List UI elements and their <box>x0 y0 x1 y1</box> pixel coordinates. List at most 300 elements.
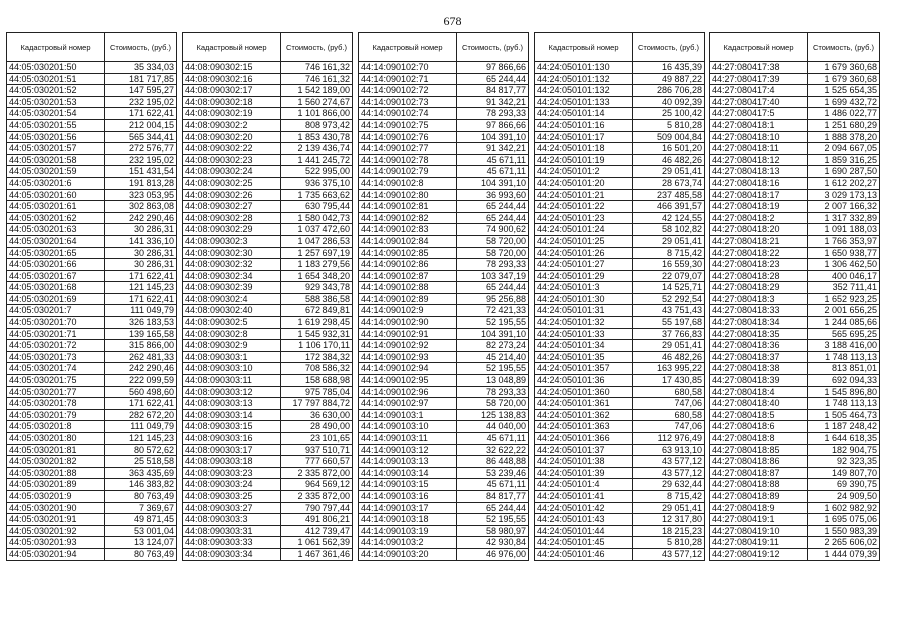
table-row <box>535 166 705 178</box>
table-row <box>359 293 529 305</box>
table-row <box>710 62 880 74</box>
value-cell: 262 481,33 <box>105 351 177 363</box>
table-row <box>7 305 177 317</box>
cadastral-number-cell: 44:14:090102:75 <box>359 119 457 131</box>
cadastral-number-cell: 44:14:090103:10 <box>359 421 457 433</box>
table-row <box>710 305 880 317</box>
table-row <box>7 548 177 560</box>
value-cell: 565 695,25 <box>808 328 880 340</box>
cadastral-number-cell: 44:08:090302:23 <box>183 154 281 166</box>
table-row <box>7 328 177 340</box>
cadastral-number-cell: 44:14:090102:89 <box>359 293 457 305</box>
table-row <box>7 340 177 352</box>
value-cell: 352 711,41 <box>808 282 880 294</box>
table-row <box>535 514 705 526</box>
value-cell: 147 595,27 <box>105 85 177 97</box>
value-cell: 42 930,84 <box>457 537 529 549</box>
value-cell: 315 866,00 <box>105 340 177 352</box>
value-cell: 43 577,12 <box>633 467 705 479</box>
table-row <box>359 305 529 317</box>
value-cell: 53 001,04 <box>105 525 177 537</box>
cadastral-number-cell: 44:05:030201:68 <box>7 282 105 294</box>
cadastral-number-cell: 44:08:090302:2 <box>183 119 281 131</box>
value-cell: 191 813,28 <box>105 177 177 189</box>
cadastral-number-cell: 44:08:090303:17 <box>183 444 281 456</box>
table-row <box>183 189 353 201</box>
value-cell: 40 092,39 <box>633 96 705 108</box>
cadastral-number-cell: 44:08:090303:27 <box>183 502 281 514</box>
table-row <box>183 363 353 375</box>
value-cell: 95 256,88 <box>457 293 529 305</box>
value-cell: 43 577,12 <box>633 456 705 468</box>
cadastral-number-cell: 44:27:080419:11 <box>710 537 808 549</box>
value-cell: 708 586,32 <box>281 363 353 375</box>
value-cell: 5 810,28 <box>633 537 705 549</box>
table-row <box>183 131 353 143</box>
value-cell: 1 441 245,72 <box>281 154 353 166</box>
table-row <box>359 398 529 410</box>
value-cell: 1 542 189,00 <box>281 85 353 97</box>
table-row <box>535 224 705 236</box>
table-row <box>535 259 705 271</box>
cadastral-number-cell: 44:14:090103:13 <box>359 456 457 468</box>
table-row <box>359 317 529 329</box>
value-cell: 2 139 436,74 <box>281 143 353 155</box>
header-value: Стоимость, (руб.) <box>808 33 880 62</box>
cadastral-number-cell: 44:14:090102:94 <box>359 363 457 375</box>
value-cell: 565 344,41 <box>105 131 177 143</box>
cadastral-number-cell: 44:14:090103:11 <box>359 433 457 445</box>
cadastral-number-cell: 44:05:030201:59 <box>7 166 105 178</box>
table-row <box>359 247 529 259</box>
table-row <box>359 514 529 526</box>
value-cell: 1 187 248,42 <box>808 421 880 433</box>
value-cell: 1 679 360,68 <box>808 62 880 74</box>
cadastral-number-cell: 44:05:030201:79 <box>7 409 105 421</box>
cadastral-number-cell: 44:24:050101:27 <box>535 259 633 271</box>
cadastral-number-cell: 44:27:080418:11 <box>710 143 808 155</box>
cadastral-number-cell: 44:27:080418:23 <box>710 259 808 271</box>
value-cell: 72 421,33 <box>457 305 529 317</box>
value-cell: 32 622,22 <box>457 444 529 456</box>
cadastral-number-cell: 44:27:080418:40 <box>710 398 808 410</box>
cadastral-number-cell: 44:24:050101:37 <box>535 444 633 456</box>
table-row <box>535 351 705 363</box>
header-value: Стоимость, (руб.) <box>105 33 177 62</box>
cadastral-number-cell: 44:27:080418:36 <box>710 340 808 352</box>
cadastral-number-cell: 44:24:050101:26 <box>535 247 633 259</box>
cadastral-number-cell: 44:05:030201:64 <box>7 235 105 247</box>
cadastral-number-cell: 44:24:050101:39 <box>535 467 633 479</box>
value-cell: 151 431,54 <box>105 166 177 178</box>
value-cell: 181 717,85 <box>105 73 177 85</box>
table-row <box>535 444 705 456</box>
table-row <box>359 201 529 213</box>
cadastral-number-cell: 44:05:030201:67 <box>7 270 105 282</box>
cadastral-number-cell: 44:24:050101:366 <box>535 433 633 445</box>
cadastral-number-cell: 44:24:050101:16 <box>535 119 633 131</box>
table-row <box>183 467 353 479</box>
cadastral-number-cell: 44:24:050101:22 <box>535 201 633 213</box>
cadastral-number-cell: 44:24:050101:24 <box>535 224 633 236</box>
value-cell: 49 871,45 <box>105 514 177 526</box>
cadastral-number-cell: 44:14:090102:83 <box>359 224 457 236</box>
cadastral-number-cell: 44:24:050101:38 <box>535 456 633 468</box>
value-cell: 1 859 316,25 <box>808 154 880 166</box>
cadastral-number-cell: 44:08:090303:24 <box>183 479 281 491</box>
value-cell: 1 306 462,50 <box>808 259 880 271</box>
value-cell: 52 292,54 <box>633 293 705 305</box>
table-row <box>183 270 353 282</box>
table-row <box>359 363 529 375</box>
value-cell: 58 720,00 <box>457 247 529 259</box>
value-cell: 45 214,40 <box>457 351 529 363</box>
table-row <box>7 259 177 271</box>
table-row <box>710 85 880 97</box>
header-value: Стоимость, (руб.) <box>281 33 353 62</box>
cadastral-number-cell: 44:24:050101:3 <box>535 282 633 294</box>
table-row <box>7 177 177 189</box>
cadastral-number-cell: 44:14:090102:86 <box>359 259 457 271</box>
table-row <box>710 351 880 363</box>
value-cell: 24 909,50 <box>808 490 880 502</box>
value-cell: 1 505 464,73 <box>808 409 880 421</box>
value-cell: 171 622,41 <box>105 398 177 410</box>
value-cell: 139 165,58 <box>105 328 177 340</box>
value-cell: 1 612 202,27 <box>808 177 880 189</box>
value-cell: 44 040,00 <box>457 421 529 433</box>
value-cell: 1 525 654,35 <box>808 85 880 97</box>
cadastral-number-cell: 44:27:080418:19 <box>710 201 808 213</box>
table-row <box>183 177 353 189</box>
table-row <box>183 479 353 491</box>
cadastral-number-cell: 44:14:090103:14 <box>359 467 457 479</box>
value-cell: 1 545 932,31 <box>281 328 353 340</box>
table-row <box>7 235 177 247</box>
value-cell: 25 518,58 <box>105 456 177 468</box>
table-row <box>535 293 705 305</box>
value-cell: 171 622,41 <box>105 108 177 120</box>
cadastral-number-cell: 44:05:030201:56 <box>7 131 105 143</box>
value-cell: 2 007 166,32 <box>808 201 880 213</box>
cadastral-number-cell: 44:24:050101:4 <box>535 479 633 491</box>
value-cell: 30 286,31 <box>105 224 177 236</box>
table-row <box>7 143 177 155</box>
table-row <box>183 235 353 247</box>
value-cell: 78 293,33 <box>457 259 529 271</box>
table-row <box>183 456 353 468</box>
value-cell: 52 195,55 <box>457 317 529 329</box>
table-row <box>535 340 705 352</box>
cadastral-number-cell: 44:27:080418:20 <box>710 224 808 236</box>
value-cell: 1 061 562,39 <box>281 537 353 549</box>
cadastral-number-cell: 44:14:090102:88 <box>359 282 457 294</box>
value-cell: 232 195,02 <box>105 96 177 108</box>
value-cell: 163 995,22 <box>633 363 705 375</box>
value-cell: 55 197,68 <box>633 317 705 329</box>
cadastral-number-cell: 44:08:090303:25 <box>183 490 281 502</box>
cadastral-number-cell: 44:27:080418:6 <box>710 421 808 433</box>
cadastral-number-cell: 44:05:030201:54 <box>7 108 105 120</box>
value-cell: 1 735 663,62 <box>281 189 353 201</box>
cadastral-number-cell: 44:27:080418:2 <box>710 212 808 224</box>
value-cell: 964 569,12 <box>281 479 353 491</box>
table-row <box>710 514 880 526</box>
table-row <box>359 421 529 433</box>
table-row <box>183 514 353 526</box>
table-row <box>710 224 880 236</box>
table-row <box>359 490 529 502</box>
value-cell: 65 244,44 <box>457 282 529 294</box>
cadastral-number-cell: 44:27:080417:5 <box>710 108 808 120</box>
cadastral-number-cell: 44:27:080418:39 <box>710 375 808 387</box>
header-value: Стоимость, (руб.) <box>633 33 705 62</box>
cadastral-number-cell: 44:14:090102:71 <box>359 73 457 85</box>
cadastral-number-cell: 44:24:050101:17 <box>535 131 633 143</box>
value-cell: 1 545 896,80 <box>808 386 880 398</box>
header-value: Стоимость, (руб.) <box>457 33 529 62</box>
table-row <box>183 96 353 108</box>
cadastral-number-cell: 44:05:030201:92 <box>7 525 105 537</box>
cadastral-number-cell: 44:27:080417:40 <box>710 96 808 108</box>
value-cell: 680,58 <box>633 409 705 421</box>
cadastral-number-cell: 44:08:090302:24 <box>183 166 281 178</box>
cadastral-number-cell: 44:08:090303:1 <box>183 351 281 363</box>
cadastral-number-cell: 44:05:030201:53 <box>7 96 105 108</box>
value-cell: 92 323,35 <box>808 456 880 468</box>
table-row <box>183 247 353 259</box>
value-cell: 78 293,33 <box>457 108 529 120</box>
cadastral-number-cell: 44:27:080418:12 <box>710 154 808 166</box>
cadastral-number-cell: 44:27:080418:3 <box>710 293 808 305</box>
table-row <box>359 525 529 537</box>
value-cell: 1 183 279,56 <box>281 259 353 271</box>
value-cell: 242 290,46 <box>105 363 177 375</box>
table-row <box>710 433 880 445</box>
cadastral-number-cell: 44:05:030201:65 <box>7 247 105 259</box>
table-row <box>710 444 880 456</box>
cadastral-number-cell: 44:24:050101:360 <box>535 386 633 398</box>
value-cell: 588 386,58 <box>281 293 353 305</box>
value-cell: 232 195,02 <box>105 154 177 166</box>
cadastral-number-cell: 44:24:050101:362 <box>535 409 633 421</box>
table-row <box>183 351 353 363</box>
cadastral-number-cell: 44:27:080418:38 <box>710 363 808 375</box>
value-cell: 43 751,43 <box>633 305 705 317</box>
value-cell: 36 993,60 <box>457 189 529 201</box>
table-row <box>183 73 353 85</box>
cadastral-number-cell: 44:27:080418:9 <box>710 502 808 514</box>
table-row <box>359 351 529 363</box>
cadastral-number-cell: 44:24:050101:21 <box>535 189 633 201</box>
cadastral-number-cell: 44:27:080418:1 <box>710 119 808 131</box>
table-row <box>535 235 705 247</box>
value-cell: 29 051,41 <box>633 502 705 514</box>
value-cell: 222 099,59 <box>105 375 177 387</box>
table-row <box>710 177 880 189</box>
table-row <box>359 375 529 387</box>
value-cell: 52 195,55 <box>457 514 529 526</box>
value-cell: 149 807,70 <box>808 467 880 479</box>
value-cell: 2 094 667,05 <box>808 143 880 155</box>
cadastral-number-cell: 44:08:090303:13 <box>183 398 281 410</box>
cadastral-number-cell: 44:08:090302:25 <box>183 177 281 189</box>
value-cell: 1 251 680,29 <box>808 119 880 131</box>
table-row <box>183 119 353 131</box>
table-row <box>359 548 529 560</box>
value-cell: 13 048,89 <box>457 375 529 387</box>
table-row <box>359 131 529 143</box>
table-row <box>535 398 705 410</box>
table-row <box>710 328 880 340</box>
value-cell: 97 866,66 <box>457 119 529 131</box>
value-cell: 30 286,31 <box>105 247 177 259</box>
value-cell: 272 576,77 <box>105 143 177 155</box>
table-row <box>7 490 177 502</box>
table-row <box>535 270 705 282</box>
table-row <box>7 154 177 166</box>
table-row <box>710 235 880 247</box>
cadastral-number-cell: 44:05:030201:80 <box>7 433 105 445</box>
cadastral-number-cell: 44:05:030201:94 <box>7 548 105 560</box>
table-row <box>710 525 880 537</box>
value-cell: 16 501,20 <box>633 143 705 155</box>
cadastral-number-cell: 44:08:090302:32 <box>183 259 281 271</box>
value-cell: 82 273,24 <box>457 340 529 352</box>
table-row <box>710 96 880 108</box>
value-cell: 1 695 075,06 <box>808 514 880 526</box>
value-cell: 936 375,10 <box>281 177 353 189</box>
cadastral-number-cell: 44:14:090102:84 <box>359 235 457 247</box>
cadastral-number-cell: 44:24:050101:46 <box>535 548 633 560</box>
cadastral-number-cell: 44:27:080419:1 <box>710 514 808 526</box>
value-cell: 1 853 430,78 <box>281 131 353 143</box>
value-cell: 86 448,88 <box>457 456 529 468</box>
value-cell: 74 900,62 <box>457 224 529 236</box>
table-row <box>535 386 705 398</box>
cadastral-number-cell: 44:14:090103:20 <box>359 548 457 560</box>
value-cell: 17 797 884,72 <box>281 398 353 410</box>
cadastral-number-cell: 44:24:050101:23 <box>535 212 633 224</box>
cadastral-number-cell: 44:24:050101:45 <box>535 537 633 549</box>
cadastral-number-cell: 44:24:050101:20 <box>535 177 633 189</box>
value-cell: 509 004,84 <box>633 131 705 143</box>
cadastral-number-cell: 44:27:080418:8 <box>710 433 808 445</box>
cadastral-number-cell: 44:24:050101:36 <box>535 375 633 387</box>
cadastral-number-cell: 44:08:090303:18 <box>183 456 281 468</box>
table-row <box>183 444 353 456</box>
value-cell: 112 976,49 <box>633 433 705 445</box>
valuation-table-4 <box>534 32 705 561</box>
table-row <box>535 212 705 224</box>
valuation-table-5 <box>709 32 880 561</box>
table-row <box>7 317 177 329</box>
value-cell: 1 699 432,72 <box>808 96 880 108</box>
cadastral-number-cell: 44:24:050101:14 <box>535 108 633 120</box>
cadastral-number-cell: 44:24:050101:133 <box>535 96 633 108</box>
cadastral-number-cell: 44:14:090102:74 <box>359 108 457 120</box>
cadastral-number-cell: 44:05:030201:72 <box>7 340 105 352</box>
cadastral-number-cell: 44:08:090303:33 <box>183 537 281 549</box>
cadastral-number-cell: 44:27:080418:87 <box>710 467 808 479</box>
table-row <box>535 490 705 502</box>
value-cell: 45 671,11 <box>457 433 529 445</box>
cadastral-number-cell: 44:14:090103:2 <box>359 537 457 549</box>
table-row <box>359 212 529 224</box>
value-cell: 242 290,46 <box>105 212 177 224</box>
table-row <box>7 456 177 468</box>
cadastral-number-cell: 44:24:050101:42 <box>535 502 633 514</box>
table-row <box>710 201 880 213</box>
table-row <box>183 502 353 514</box>
value-cell: 46 482,26 <box>633 351 705 363</box>
cadastral-number-cell: 44:14:090102:85 <box>359 247 457 259</box>
value-cell: 141 336,10 <box>105 235 177 247</box>
cadastral-number-cell: 44:14:090102:81 <box>359 201 457 213</box>
table-row <box>710 456 880 468</box>
cadastral-number-cell: 44:05:030201:74 <box>7 363 105 375</box>
value-cell: 790 797,44 <box>281 502 353 514</box>
value-cell: 746 161,32 <box>281 62 353 74</box>
value-cell: 97 866,66 <box>457 62 529 74</box>
value-cell: 37 766,83 <box>633 328 705 340</box>
cadastral-number-cell: 44:27:080418:13 <box>710 166 808 178</box>
cadastral-number-cell: 44:08:090303:12 <box>183 386 281 398</box>
table-row <box>359 224 529 236</box>
cadastral-number-cell: 44:27:080417:4 <box>710 85 808 97</box>
cadastral-number-cell: 44:14:090102:73 <box>359 96 457 108</box>
table-row <box>7 247 177 259</box>
table-row <box>183 154 353 166</box>
table-row <box>359 85 529 97</box>
value-cell: 58 720,00 <box>457 398 529 410</box>
value-cell: 8 715,42 <box>633 490 705 502</box>
value-cell: 29 051,41 <box>633 235 705 247</box>
value-cell: 182 904,75 <box>808 444 880 456</box>
value-cell: 146 383,82 <box>105 479 177 491</box>
table-row <box>535 62 705 74</box>
table-row <box>359 328 529 340</box>
value-cell: 1 037 472,60 <box>281 224 353 236</box>
value-cell: 12 317,80 <box>633 514 705 526</box>
cadastral-number-cell: 44:05:030201:77 <box>7 386 105 398</box>
cadastral-number-cell: 44:05:030201:58 <box>7 154 105 166</box>
value-cell: 58 720,00 <box>457 235 529 247</box>
value-cell: 29 051,41 <box>633 340 705 352</box>
value-cell: 65 244,44 <box>457 502 529 514</box>
value-cell: 28 490,00 <box>281 421 353 433</box>
value-cell: 5 810,28 <box>633 119 705 131</box>
value-cell: 302 863,08 <box>105 201 177 213</box>
cadastral-number-cell: 44:08:090302:40 <box>183 305 281 317</box>
value-cell: 78 293,33 <box>457 386 529 398</box>
table-row <box>183 375 353 387</box>
cadastral-number-cell: 44:14:090103:1 <box>359 409 457 421</box>
cadastral-number-cell: 44:14:090103:12 <box>359 444 457 456</box>
table-row <box>7 421 177 433</box>
table-row <box>710 375 880 387</box>
table-row <box>183 212 353 224</box>
cadastral-number-cell: 44:27:080418:86 <box>710 456 808 468</box>
value-cell: 937 510,71 <box>281 444 353 456</box>
table-row <box>183 409 353 421</box>
value-cell: 630 795,44 <box>281 201 353 213</box>
cadastral-number-cell: 44:27:080418:89 <box>710 490 808 502</box>
table-row <box>183 305 353 317</box>
table-row <box>535 525 705 537</box>
value-cell: 18 215,23 <box>633 525 705 537</box>
cadastral-number-cell: 44:14:090103:19 <box>359 525 457 537</box>
